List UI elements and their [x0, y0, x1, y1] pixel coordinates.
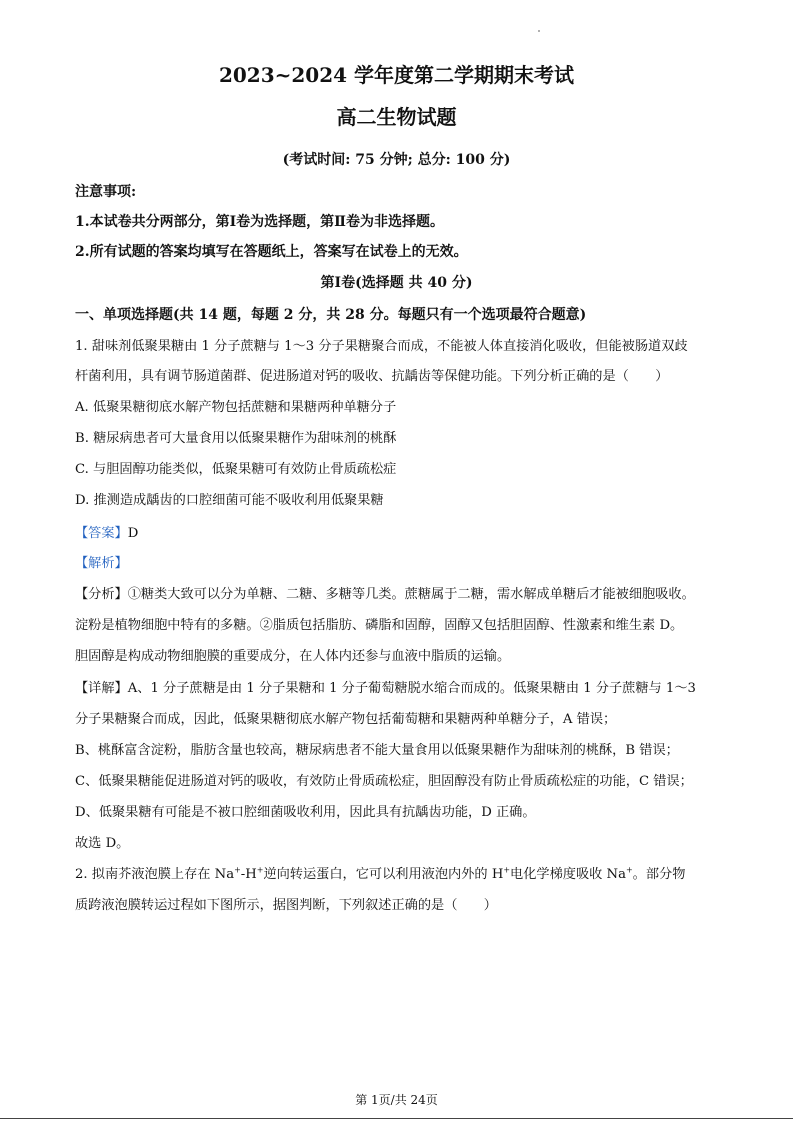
- xiangjie-line-5: D、低聚果糖有可能是不被口腔细菌吸收利用，因此具有抗龋齿功能，D 正确。: [75, 805, 536, 820]
- section-title: 第Ⅰ卷(选择题 共 40 分): [320, 275, 473, 291]
- q1-answer: [75, 525, 733, 543]
- q1-option-a: A. 低聚果糖彻底水解产物包括蔗糖和果糖两种单糖分子: [75, 400, 397, 415]
- q2-text-a: 2. 拟南芥液泡膜上存在 Na: [75, 867, 235, 882]
- sup-plus: +: [256, 865, 264, 875]
- q2-stem-line-2: 质跨液泡膜转运过程如下图所示，据图判断，下列叙述正确的是（ ）: [75, 898, 497, 913]
- sup-plus: +: [503, 865, 511, 875]
- sup-plus: +: [234, 865, 241, 875]
- q1-option-b: B. 糖尿病患者可大量食用以低聚果糖作为甜味剂的桃酥: [75, 431, 397, 446]
- xiangjie-line-1: 【详解】A、1 分子蔗糖是由 1 分子果糖和 1 分子葡萄糖脱水缩合而成的。低聚果糖由 1 分子蔗糖与 1～3: [75, 681, 696, 696]
- q2-text-b: -H: [240, 867, 257, 882]
- bottom-rule: [0, 1118, 793, 1119]
- fenxi-line-2: 淀粉是植物细胞中特有的多糖。②脂质包括脂肪、磷脂和固醇，固醇又包括胆固醇、性激素和维生素 D。: [75, 618, 684, 633]
- note-item-1: 1.本试卷共分两部分，第Ⅰ卷为选择题，第Ⅱ卷为非选择题。: [75, 214, 444, 230]
- answer-value: D: [127, 526, 139, 541]
- fenxi-line-1: 【分析】①糖类大致可以分为单糖、二糖、多糖等几类。蔗糖属于二糖，需水解成单糖后才能被细胞吸收。: [75, 587, 695, 602]
- note-item-2: 2.所有试题的答案均填写在答题纸上，答案写在试卷上的无效。: [75, 244, 468, 260]
- q2-text-e: 。部分物: [632, 867, 686, 882]
- notes-heading: 注意事项:: [75, 184, 137, 200]
- q1-stem-line-2: 杆菌利用，具有调节肠道菌群、促进肠道对钙的吸收、抗龋齿等保健功能。下列分析正确的是（ ）: [75, 369, 669, 384]
- exam-subtitle: 高二生物试题: [336, 105, 457, 129]
- q1-option-d: D. 推测造成龋齿的口腔细菌可能不吸收利用低聚果糖: [75, 493, 384, 508]
- q1-conclusion: 故选 D。: [75, 836, 130, 851]
- scan-dot: [538, 30, 540, 32]
- sup-plus: +: [625, 865, 633, 875]
- fenxi-line-3: 胆固醇是构成动物细胞膜的重要成分，在人体内还参与血液中脂质的运输。: [75, 649, 511, 664]
- exam-time-info: (考试时间: 75 分钟; 总分: 100 分): [282, 152, 511, 168]
- xiangjie-line-3: B、桃酥富含淀粉，脂肪含量也较高，糖尿病患者不能大量食用以低聚果糖作为甜味剂的桃酥，B 错误；: [75, 743, 679, 758]
- q2-text-d: 电化学梯度吸收 Na: [510, 867, 626, 882]
- xiangjie-line-4: C、低聚果糖能促进肠道对钙的吸收，有效防止骨质疏松症，胆固醇没有防止骨质疏松症的功能，C 错误；: [75, 774, 693, 789]
- q2-stem-line-1: [75, 866, 733, 884]
- answer-label: 【答案】: [75, 526, 128, 541]
- part-title: 一、单项选择题(共 14 题，每题 2 分，共 28 分。每题只有一个选项最符合题意): [75, 307, 587, 323]
- xiangjie-line-2: 分子果糖聚合而成，因此，低聚果糖彻底水解产物包括葡萄糖和果糖两种单糖分子，A 错误；: [75, 712, 617, 727]
- q2-text-c: 逆向转运蛋白，它可以利用液泡内外的 H: [263, 867, 504, 882]
- analysis-label: 【解析】: [75, 556, 128, 571]
- page-footer: 第 1页/共 24页: [355, 1093, 438, 1107]
- q1-stem-line-1: 1. 甜味剂低聚果糖由 1 分子蔗糖与 1～3 分子果糖聚合而成，不能被人体直接消化吸收，但能被肠道双歧: [75, 339, 688, 354]
- q1-option-c: C. 与胆固醇功能类似，低聚果糖可有效防止骨质疏松症: [75, 462, 397, 477]
- exam-title: 2023~2024 学年度第二学期期末考试: [218, 63, 575, 87]
